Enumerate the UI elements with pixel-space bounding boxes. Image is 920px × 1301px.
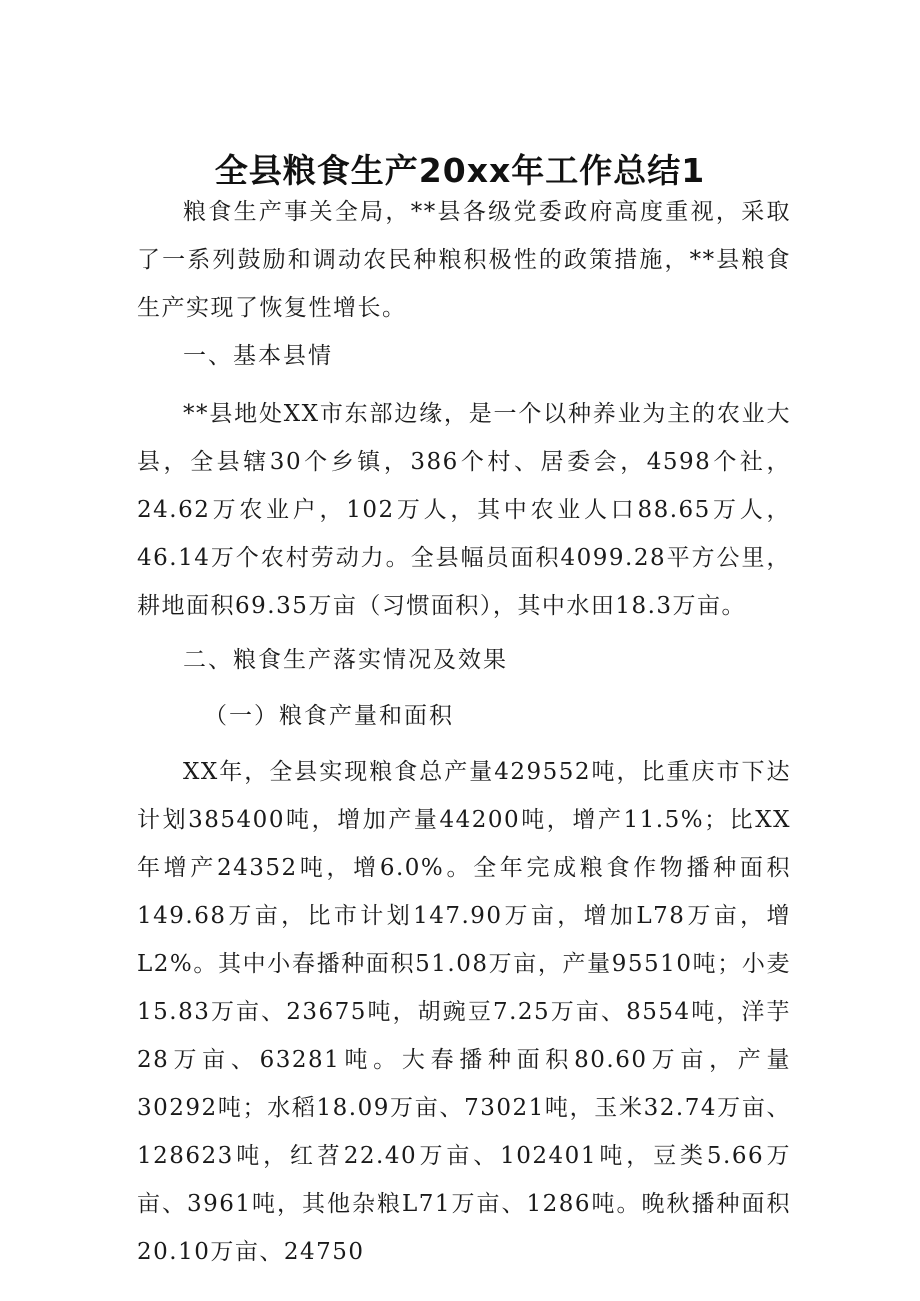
subsection-heading-output-area: （一）粮食产量和面积 <box>204 703 454 729</box>
section-heading-basic-info: 一、基本县情 <box>183 343 333 369</box>
subsection-body-output-area: XX年，全县实现粮食总产量429552吨，比重庆市下达计划385400吨，增加产量44200吨，增产11.5%；比XX年增产24352吨，增6.0%。全年完成粮食作物播种面积149.68万亩，比市计划147.90万亩，增加L78万亩，增L2%。其中小春播种面积51.08万亩，产量95510吨；小麦15.83万亩、23675吨，胡豌豆7.25万亩、8554吨，洋芋28万亩、63281吨。大春播种面积80.60万亩，产量30292吨；水稻18.09万亩、73021吨，玉米32.74万亩、128623吨，红苕22.40万亩、102401吨，豆类5.66万亩、3961吨，其他杂粮L71万亩、1286吨。晚秋播种面积20.10万亩、24750 <box>137 759 791 1265</box>
section-body-basic-info: **县地处XX市东部边缘，是一个以种养业为主的农业大县，全县辖30个乡镇，386个村、居委会，4598个社，24.62万农业户，102万人，其中农业人口88.65万人，46.14万个农村劳动力。全县幅员面积4099.28平方公里，耕地面积69.35万亩（习惯面积），其中水田18.3万亩。 <box>137 401 791 619</box>
document-title: 全县粮食生产20xx年工作总结1 <box>214 151 706 191</box>
section-heading-production: 二、粮食生产落实情况及效果 <box>183 647 508 673</box>
intro-paragraph: 粮食生产事关全局，**县各级党委政府高度重视，采取了一系列鼓励和调动农民种粮积极性的政策措施，**县粮食生产实现了恢复性增长。 <box>137 199 791 321</box>
